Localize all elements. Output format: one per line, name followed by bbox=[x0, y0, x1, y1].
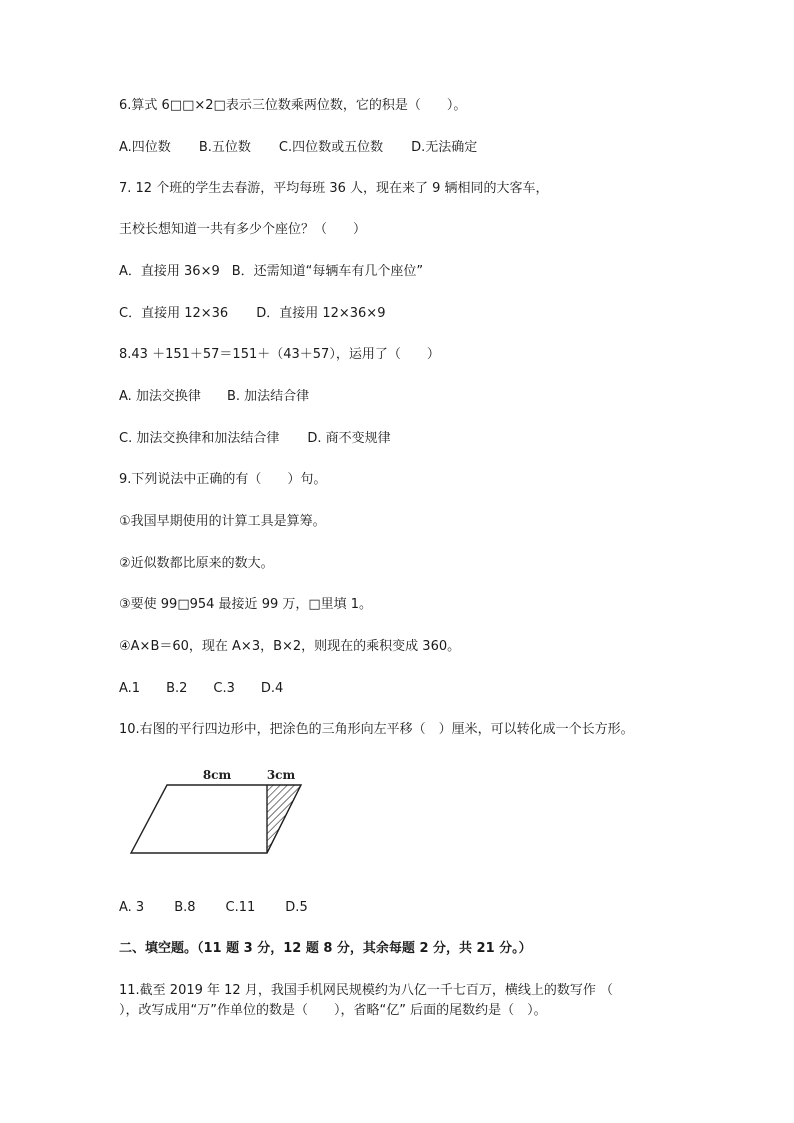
q10-option-a: A. 3 bbox=[119, 900, 145, 915]
q6-option-a: A.四位数 bbox=[119, 140, 171, 155]
q8-options-cd bbox=[119, 431, 391, 447]
q8-option-a: A. 加法交换律 bbox=[119, 389, 201, 404]
q7-option-b: B．还需知道“每辆车有几个座位” bbox=[231, 264, 424, 279]
q7-options-ab bbox=[119, 264, 423, 280]
label-8cm: 8cm bbox=[202, 768, 232, 782]
q9-option-b: B.2 bbox=[166, 681, 188, 696]
q7-option-c: C．直接用 12×36 bbox=[119, 306, 229, 321]
q6-stem: 6.算式 6□□×2□表示三位数乘两位数，它的积是（ ）。 bbox=[119, 98, 467, 113]
q9-options bbox=[119, 681, 283, 697]
q6-option-b: B.五位数 bbox=[198, 140, 251, 155]
q8-option-b: B. 加法结合律 bbox=[226, 389, 310, 404]
q7-stem-line2: 王校长想知道一共有多少个座位？（ ） bbox=[119, 222, 367, 237]
label-3cm: 3cm bbox=[266, 768, 296, 782]
q9-statement-1: ①我国早期使用的计算工具是算筹。 bbox=[119, 514, 326, 529]
q7-options-cd bbox=[119, 306, 385, 322]
q7-option-a: A．直接用 36×9 bbox=[119, 264, 220, 279]
q7-option-d: D．直接用 12×36×9 bbox=[256, 306, 386, 321]
q11-line1: 11.截至 2019 年 12 月，我国手机网民规模约为八亿一千七百万，横线上的数写作 （ bbox=[119, 983, 613, 998]
q8-option-c: C. 加法交换律和加法结合律 bbox=[119, 431, 280, 446]
q9-stem: 9.下列说法中正确的有（ ）句。 bbox=[119, 472, 327, 487]
parallelogram-figure bbox=[119, 755, 319, 875]
q11-line2: ），改写成用“万”作单位的数是（ ），省略“亿” 后面的尾数约是（ ）。 bbox=[119, 1003, 547, 1018]
q10-option-b: B.8 bbox=[174, 900, 196, 915]
q9-statement-2: ②近似数都比原来的数大。 bbox=[119, 556, 274, 571]
parallelogram-diagram bbox=[119, 755, 319, 875]
section-2-heading: 二、填空题。（11 题 3 分，12 题 8 分，其余每题 2 分，共 21 分。） bbox=[119, 941, 532, 956]
q9-option-d: D.4 bbox=[260, 681, 284, 696]
q8-stem: 8.43 ＋151＋57＝151＋（43＋57），运用了（ ） bbox=[119, 347, 440, 362]
q10-option-c: C.11 bbox=[225, 900, 256, 915]
q10-stem: 10.右图的平行四边形中，把涂色的三角形向左平移（ ）厘米，可以转化成一个长方形。 bbox=[119, 722, 634, 737]
q6-option-d: D.无法确定 bbox=[411, 140, 478, 155]
q9-option-a: A.1 bbox=[119, 681, 141, 696]
q9-option-c: C.3 bbox=[213, 681, 235, 696]
q8-options-ab bbox=[119, 389, 309, 405]
q7-stem-line1: 7. 12 个班的学生去春游，平均每班 36 人，现在来了 9 辆相同的大客车， bbox=[119, 181, 549, 196]
q10-option-d: D.5 bbox=[285, 900, 308, 915]
q6-option-c: C.四位数或五位数 bbox=[278, 140, 384, 155]
q10-options bbox=[119, 900, 308, 916]
q9-statement-4: ④A×B＝60，现在 A×3，B×2，则现在的乘积变成 360。 bbox=[119, 639, 461, 654]
q6-options bbox=[119, 140, 477, 156]
q8-option-d: D. 商不变规律 bbox=[307, 431, 391, 446]
q9-statement-3: ③要使 99□954 最接近 99 万，□里填 1。 bbox=[119, 597, 373, 612]
